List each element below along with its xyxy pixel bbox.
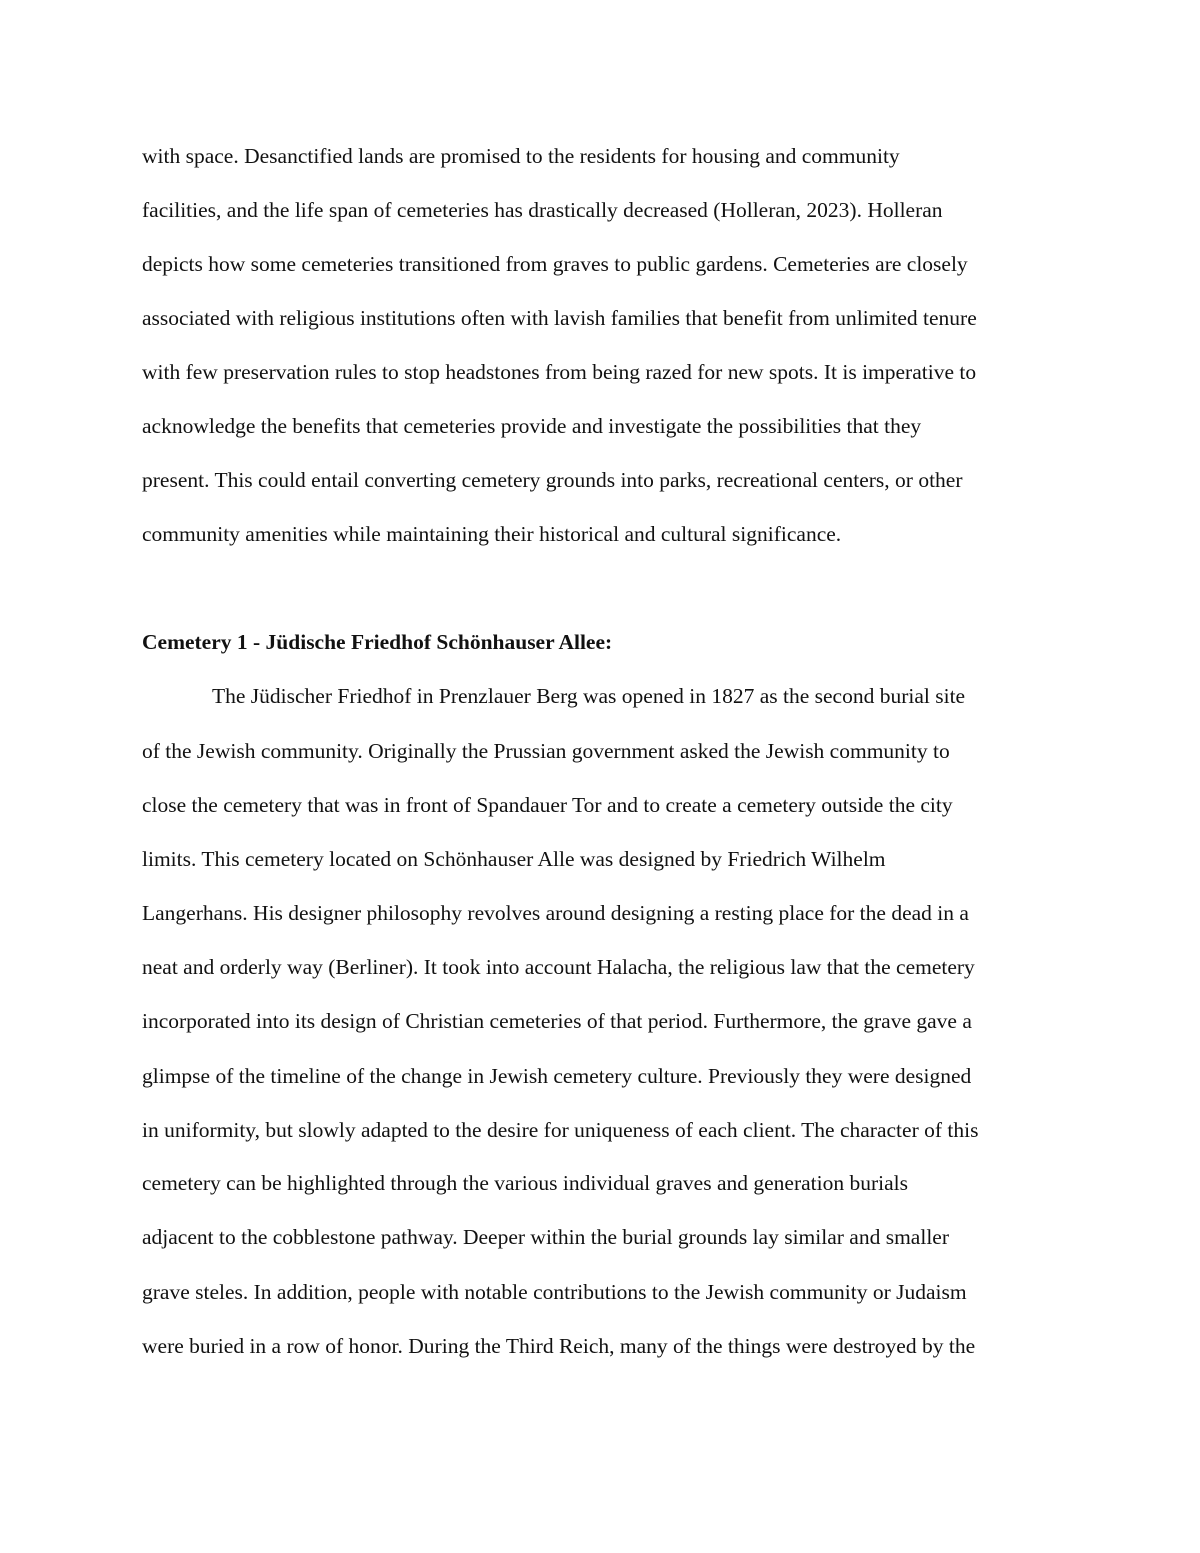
section-heading: Cemetery 1 - Jüdische Friedhof Schönhauser Allee: xyxy=(142,630,613,654)
paragraph-line: glimpse of the timeline of the change in Jewish cemetery culture. Previously they were designed xyxy=(142,1064,972,1088)
paragraph-line: neat and orderly way (Berliner). It took into account Halacha, the religious law that the cemetery xyxy=(142,955,975,979)
paragraph-line: community amenities while maintaining their historical and cultural significance. xyxy=(142,522,842,546)
paragraph-line: with few preservation rules to stop headstones from being razed for new spots. It is imperative to xyxy=(142,360,977,384)
paragraph-line: with space. Desanctified lands are promised to the residents for housing and community xyxy=(142,144,900,168)
paragraph-line: in uniformity, but slowly adapted to the desire for uniqueness of each client. The character of this xyxy=(142,1118,979,1142)
paragraph-line: adjacent to the cobblestone pathway. Deeper within the burial grounds lay similar and smaller xyxy=(142,1225,949,1249)
paragraph-line: The Jüdischer Friedhof in Prenzlauer Berg was opened in 1827 as the second burial site xyxy=(212,684,966,708)
paragraph-line: were buried in a row of honor. During the Third Reich, many of the things were destroyed by the xyxy=(142,1334,976,1358)
paragraph-line: Langerhans. His designer philosophy revolves around designing a resting place for the dead in a xyxy=(142,901,969,925)
paragraph-line: incorporated into its design of Christian cemeteries of that period. Furthermore, the grave gave a xyxy=(142,1009,972,1033)
paragraph-line: present. This could entail converting cemetery grounds into parks, recreational centers, or other xyxy=(142,468,963,492)
paragraph-line: depicts how some cemeteries transitioned from graves to public gardens. Cemeteries are closely xyxy=(142,252,968,276)
paragraph-line: associated with religious institutions often with lavish families that benefit from unlimited tenure xyxy=(142,306,977,330)
paragraph-line: limits. This cemetery located on Schönhauser Alle was designed by Friedrich Wilhelm xyxy=(142,847,886,871)
paragraph-line: grave steles. In addition, people with notable contributions to the Jewish community or Judaism xyxy=(142,1280,967,1304)
paragraph-line: facilities, and the life span of cemeteries has drastically decreased (Holleran, 2023). Holleran xyxy=(142,198,943,222)
paragraph-line: acknowledge the benefits that cemeteries provide and investigate the possibilities that they xyxy=(142,414,922,438)
paragraph-line: cemetery can be highlighted through the various individual graves and generation burials xyxy=(142,1171,909,1195)
paragraph-line: of the Jewish community. Originally the Prussian government asked the Jewish community to xyxy=(142,739,950,763)
paragraph-line: close the cemetery that was in front of Spandauer Tor and to create a cemetery outside the city xyxy=(142,793,953,817)
